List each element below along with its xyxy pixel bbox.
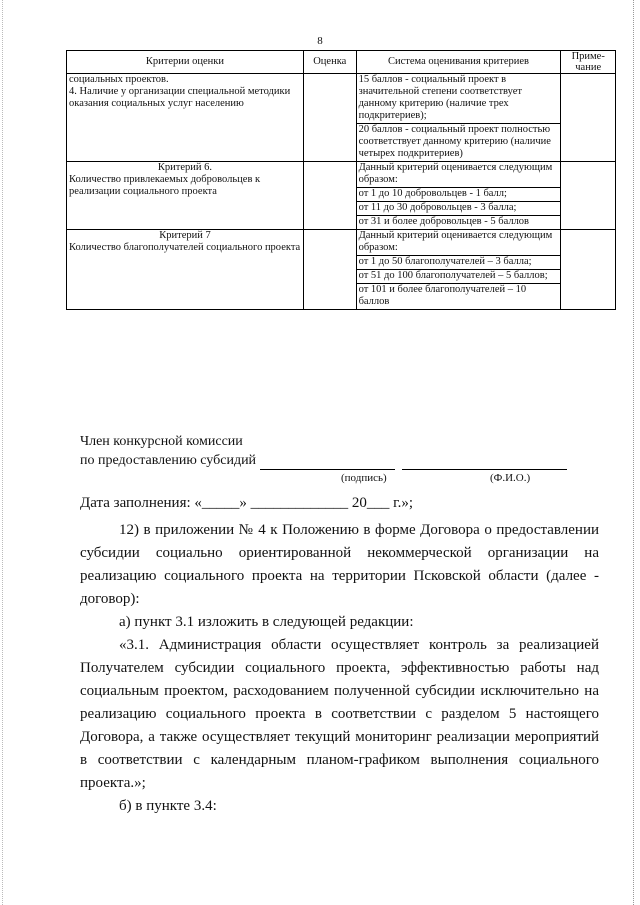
scan-left-edge — [0, 0, 3, 905]
scoring-item: от 1 до 10 добровольцев - 1 балл; — [357, 188, 561, 202]
signature-field — [260, 455, 395, 470]
criterion-title: Критерий 7 — [159, 230, 211, 241]
criterion-cell — [67, 230, 304, 310]
paragraph-a: а) пункт 3.1 изложить в следующей редакции: — [119, 614, 414, 630]
date-line: Дата заполнения: «_____» _____________ 20___ г.»; — [80, 495, 414, 511]
score-cell — [303, 74, 356, 162]
criterion-text: Количество привлекаемых добровольцев к реализации социального проекта — [69, 174, 261, 197]
criterion-text: Количество благополучателей социального проекта — [69, 242, 301, 253]
scoring-item: Данный критерий оценивается следующим образом: — [357, 162, 561, 188]
scoring-item: от 51 до 100 благополучателей – 5 баллов; — [357, 270, 561, 284]
table-row — [67, 230, 616, 310]
scoring-item: от 11 до 30 добровольцев - 3 балла; — [357, 202, 561, 216]
header-scoring-system: Система оценивания критериев — [356, 51, 561, 74]
signature-block — [80, 432, 620, 470]
score-cell — [303, 162, 356, 230]
scoring-item: от 1 до 50 благополучателей – 3 балла; — [357, 256, 561, 270]
note-cell — [561, 162, 616, 230]
table-row — [67, 162, 616, 230]
name-field — [402, 455, 567, 470]
paragraph-b: б) в пункте 3.4: — [119, 798, 217, 814]
header-note: Приме- чание — [561, 51, 616, 74]
paragraph-3-1: «3.1. Администрация области осуществляет контроль за реализацией Получателем субсидии социального проекта, эффективностью работы над социальным проектом, расходованием полученной субсидии исключительно на реализацию социального проекта в соответствии с разделом 5 настоящего Договора, а также осуществляет текущий мониторинг реализации мероприятий в соответствии с календарным планом-графиком выполнения социального проекта.»; — [80, 637, 599, 791]
table-header-row — [67, 51, 616, 74]
name-label: (Ф.И.О.) — [490, 472, 531, 484]
score-cell — [303, 230, 356, 310]
criterion-cell: социальных проектов. 4. Наличие у организации специальной методики оказания социальных услуг населению — [67, 74, 304, 162]
scoring-cell — [356, 162, 561, 230]
signature-label: (подпись) — [341, 472, 387, 484]
scan-right-edge — [633, 0, 640, 905]
criterion-cell — [67, 162, 304, 230]
scoring-cell — [356, 230, 561, 310]
criteria-table — [66, 50, 616, 310]
signature-line-2-text: по предоставлению субсидий — [80, 453, 257, 468]
document-body — [80, 492, 599, 818]
header-score: Оценка — [303, 51, 356, 74]
note-cell — [561, 74, 616, 162]
scoring-item: от 101 и более благополучателей – 10 баллов — [358, 284, 527, 307]
header-criteria: Критерии оценки — [67, 51, 304, 74]
signature-line-1: Член конкурсной комиссии — [80, 434, 243, 449]
scoring-cell — [356, 74, 561, 162]
page-number: 8 — [317, 35, 323, 47]
note-cell — [561, 230, 616, 310]
paragraph-12: 12) в приложении № 4 к Положению в форме Договора о предоставлении субсидии социально ориентированной некоммерческой организации на реализацию социального проекта на территории Псковской области (далее - договор): — [80, 522, 599, 607]
scoring-item: Данный критерий оценивается следующим образом: — [357, 230, 561, 256]
scoring-item: 20 баллов - социальный проект полностью соответствует данному критерию (наличие четырех подкритериев) — [358, 124, 551, 159]
scoring-item: 15 баллов - социальный проект в значительной степени соответствует данному критерию (наличие трех подкритериев); — [357, 74, 561, 124]
table-row — [67, 74, 616, 162]
scoring-item: от 31 и более добровольцев - 5 баллов — [358, 216, 530, 227]
criterion-title: Критерий 6. — [157, 162, 213, 173]
signature-line-2 — [80, 451, 620, 470]
